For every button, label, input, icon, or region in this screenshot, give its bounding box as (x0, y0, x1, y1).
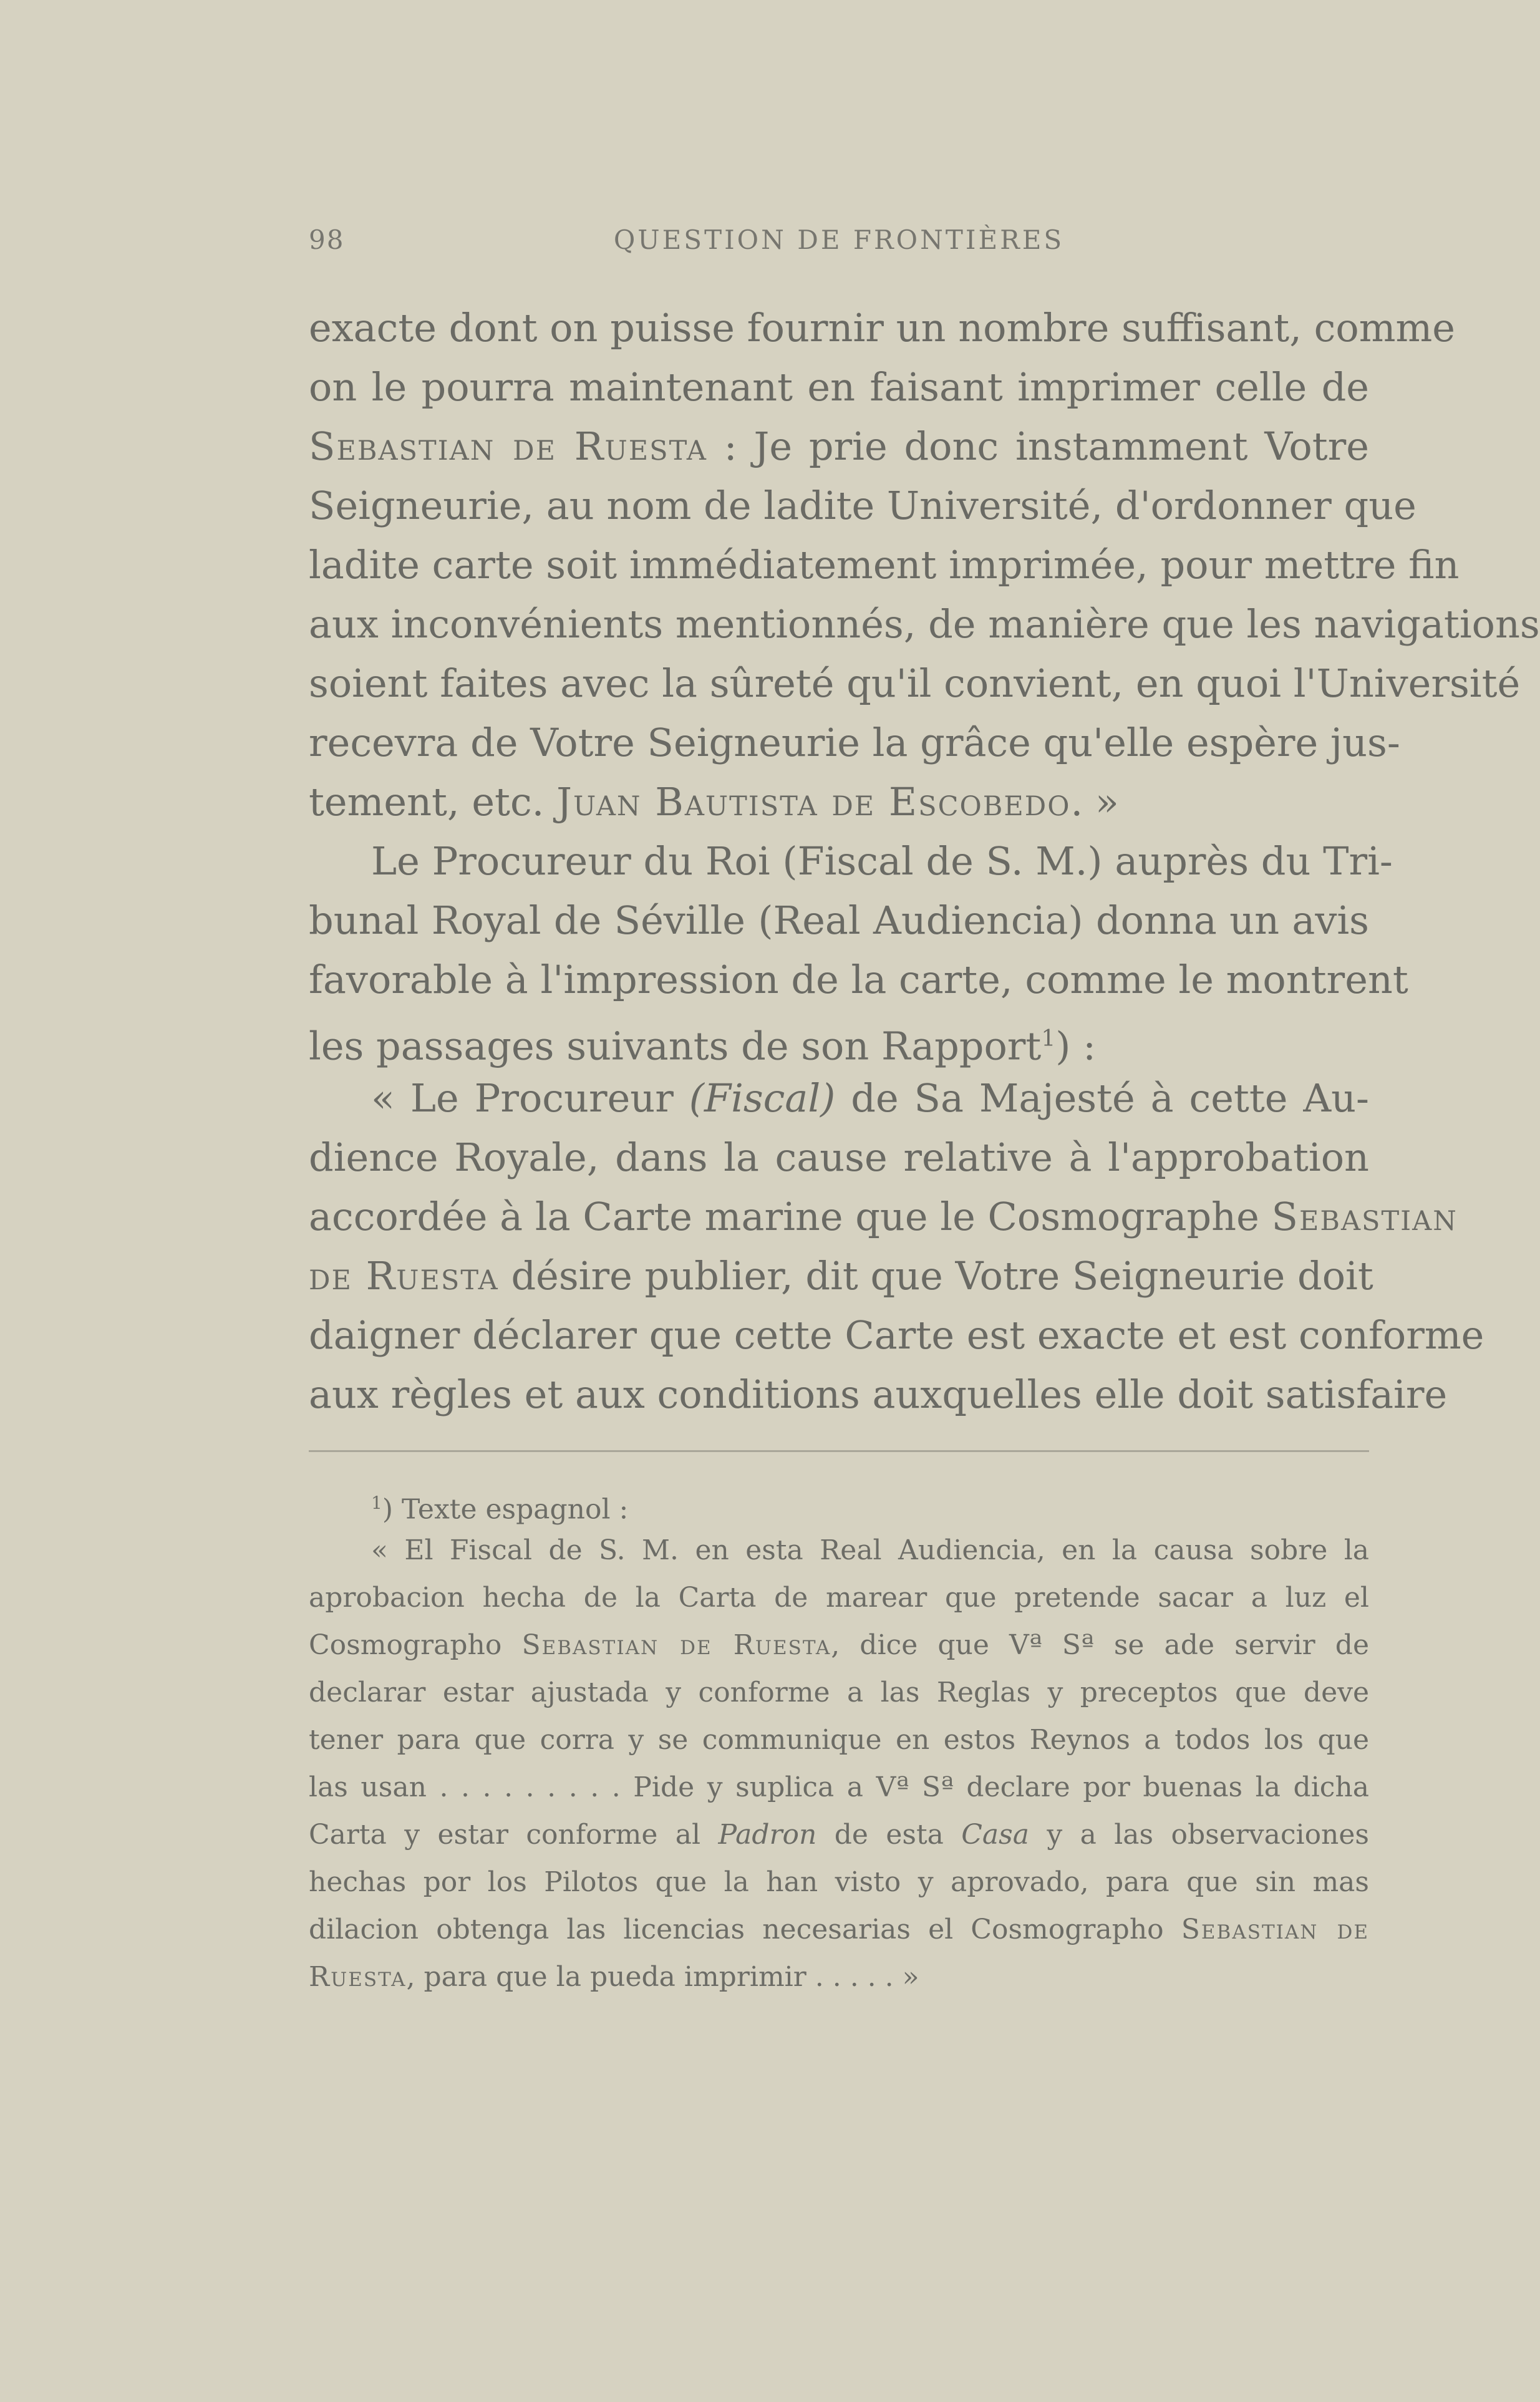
text-line: daigner déclarer que cette Carte est exacte et est conforme (309, 1312, 1484, 1358)
page-number: 98 (309, 225, 345, 255)
person-name: Sebastian de Ruesta (309, 424, 707, 469)
footnote-line: aprobacion hecha de la Carta de marear que pretende sacar a luz el (309, 1582, 1369, 1614)
text-line: de Ruesta désire publier, dit que Votre Seigneurie doit (309, 1253, 1373, 1299)
footnote-line: $^1$) Texte espagnol : (371, 1493, 629, 1526)
footnote-marker: 1 (371, 1493, 382, 1513)
footnote-line: tener para que corra y se communique en estos Reynos a todos los que (309, 1724, 1369, 1756)
person-name: Sebastian de (1181, 1914, 1369, 1945)
footnote-divider (309, 1450, 1369, 1452)
text-line: aux inconvénients mentionnés, de manière que les navigations (309, 601, 1540, 647)
text-line: « Le Procureur (Fiscal) de Sa Majesté à cette Au- (371, 1075, 1369, 1121)
text-line: Sebastian de Ruesta : Je prie donc instamment Votre (309, 424, 1369, 469)
running-title: QUESTION DE FRONTIÈRES (613, 225, 1065, 255)
footnote-ref: 1 (1041, 1026, 1056, 1052)
text-line: recevra de Votre Seigneurie la grâce qu'elle espère jus- (309, 720, 1400, 765)
footnote-line: Ruesta, para que la pueda imprimir . . . . . » (309, 1961, 919, 1993)
text-line: ladite carte soit immédiatement imprimée, pour mettre fin (309, 542, 1460, 588)
person-name: de Ruesta (309, 1253, 499, 1299)
text-line: soient faites avec la sûreté qu'il convient, en quoi l'Université (309, 661, 1521, 706)
footnote-line: « El Fiscal de S. M. en esta Real Audiencia, en la causa sobre la (371, 1534, 1369, 1566)
footnote-line: Carta y estar conforme al Padron de esta Casa y a las observaciones (309, 1819, 1370, 1851)
person-name: Sebastian de Ruesta (521, 1629, 831, 1661)
text-line: les passages suivants de son Rapport$^1$) : (309, 1023, 1097, 1069)
text-line: favorable à l'impression de la carte, comme le montrent (309, 957, 1408, 1002)
text-line: on le pourra maintenant en faisant imprimer celle de (309, 364, 1369, 410)
text-line: aux règles et aux conditions auxquelles elle doit satisfaire (309, 1372, 1448, 1417)
text-line: bunal Royal de Séville (Real Audiencia) donna un avis (309, 898, 1369, 943)
text-line: tement, etc. Juan Bautista de Escobedo. » (309, 779, 1119, 825)
footnote-line: hechas por los Pilotos que la han visto y aprovado, para que sin mas (309, 1866, 1369, 1898)
footnote-line: Cosmographo Sebastian de Ruesta, dice que Vª Sª se ade servir de (309, 1629, 1369, 1661)
footnote-line: dilacion obtenga las licencias necesarias el Cosmographo Sebastian de (309, 1914, 1369, 1945)
text-line: accordée à la Carte marine que le Cosmographe Sebastian (309, 1194, 1458, 1239)
text-line: Seigneurie, au nom de ladite Université, d'ordonner que (309, 483, 1417, 528)
footnotes (309, 1479, 1369, 2001)
text-line: Le Procureur du Roi (Fiscal de S. M.) auprès du Tri- (371, 838, 1393, 884)
footnote-line: las usan . . . . . . . . . Pide y suplica a Vª Sª declare por buenas la dicha (309, 1771, 1369, 1803)
text-line: exacte dont on puisse fournir un nombre suffisant, comme (309, 305, 1455, 351)
person-name: Juan Bautista de Escobedo (556, 779, 1071, 825)
person-name: Sebastian (1271, 1194, 1458, 1239)
main-text (309, 298, 1540, 1424)
footnote-line: declarar estar ajustada y conforme a las Reglas y preceptos que deve (309, 1677, 1369, 1708)
text-line: dience Royale, dans la cause relative à l'approbation (309, 1135, 1369, 1180)
person-name: Ruesta (309, 1961, 407, 1993)
